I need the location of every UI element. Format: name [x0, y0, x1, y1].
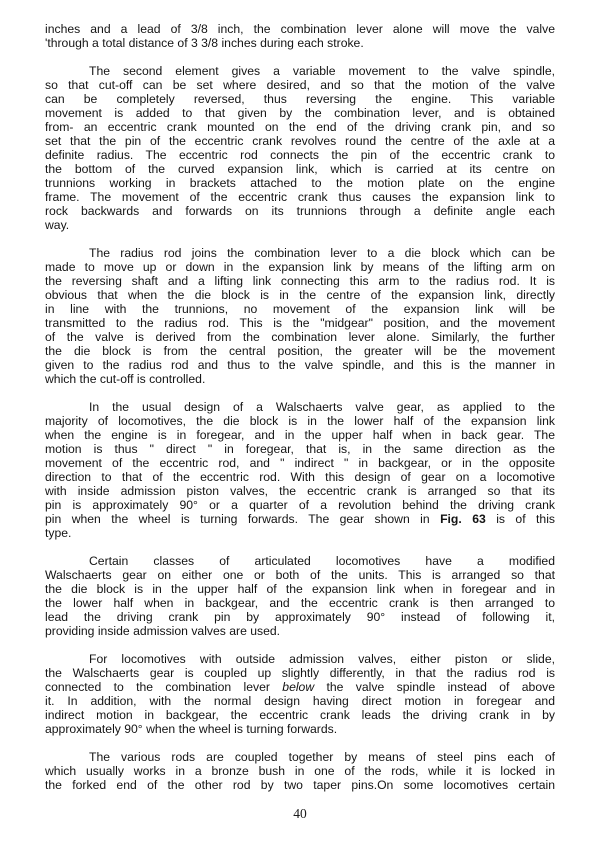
text-line: type. [45, 526, 72, 540]
text-line: pin is approximately 90° or a quarter of a revolution behind the driving crank [45, 498, 555, 512]
text-line: frame. The movement of the eccentric crank thus causes the expansion link to [45, 190, 555, 204]
text-line: indirect motion in backgear, the eccentric crank leads the driving crank in by [45, 708, 555, 722]
text-line: which the cut-off is controlled. [45, 372, 206, 386]
text-line: 'through a total distance of 3 3/8 inches during each stroke. [45, 36, 364, 50]
text-segment: pin when the wheel is turning forwards. The gear shown in [45, 512, 441, 526]
paragraph [45, 750, 555, 792]
text-line: providing inside admission valves are used. [45, 624, 281, 638]
italic-text: below [282, 680, 315, 694]
text-line: Walschaerts gear on either one or both of the units. This is arranged so that [45, 568, 555, 582]
text-line: Certain classes of articulated locomotives have a modified [89, 554, 555, 568]
text-line: the lower half when in backgear, and the eccentric crank is then arranged to [45, 596, 555, 610]
text-line: rock backwards and forwards on its trunnions through a definite angle each [45, 204, 555, 218]
text-line: from- an eccentric crank mounted on the end of the driving crank pin, and so [45, 120, 555, 134]
paragraph [45, 246, 555, 386]
text-line: the forked end of the other rod by two taper pins.On some locomotives certain [45, 778, 555, 792]
text-line: can be completely reversed, thus reversing the engine. This variable [45, 92, 555, 106]
text-line: way. [45, 218, 70, 232]
text-line [45, 680, 555, 694]
text-line: For locomotives with outside admission valves, either piston or slide, [89, 652, 555, 666]
paragraph [45, 554, 555, 638]
paragraph [45, 652, 555, 736]
bold-text: Fig. 63 [440, 512, 486, 526]
paragraph [45, 22, 555, 50]
text-line: The radius rod joins the combination lever to a die block which can be [89, 246, 555, 260]
text-line: The various rods are coupled together by means of steel pins each of [89, 750, 555, 764]
paragraph [45, 400, 555, 540]
page-number: 40 [293, 806, 307, 821]
text-line: it. In addition, with the normal design having direct motion in foregear and [45, 694, 555, 708]
text-line: majority of locomotives, the die block is in the lower half of the expansion link [45, 414, 555, 428]
text-line: the reversing shaft and a lifting link connecting this arm to the radius rod. It is [45, 274, 555, 288]
text-line: In the usual design of a Walschaerts valve gear, as applied to the [89, 400, 555, 414]
text-line: definite radius. The eccentric rod connects the pin of the eccentric crank to [45, 148, 555, 162]
text-line: made to move up or down in the expansion link by means of the lifting arm on [45, 260, 555, 274]
text-line: the die block is from the central position, the greater will be the movement [45, 344, 555, 358]
text-segment: is of this [485, 512, 555, 526]
text-line: with inside admission piston valves, the eccentric crank is arranged so that its [45, 484, 555, 498]
text-line: in line with the trunnions, no movement of the expansion link will be [45, 302, 555, 316]
text-segment: connected to the combination lever [45, 680, 283, 694]
text-line: obvious that when the die block is in the centre of the expansion link, directly [45, 288, 555, 302]
paragraph [45, 64, 555, 232]
text-line: trunnions working in brackets attached to the motion plate on the engine [45, 176, 555, 190]
text-line: which usually works in a bronze bush in one of the rods, while it is locked in [45, 764, 555, 778]
text-line: when the engine is in foregear, and in the upper half when in back gear. The [45, 428, 555, 442]
text-line: given to the radius rod and thus to the valve spindle, and this is the manner in [45, 358, 555, 372]
text-line: set that the pin of the eccentric crank revolves round the centre of the axle at a [45, 134, 555, 148]
text-line: the bottom of the curved expansion link, which is carried at its centre on [45, 162, 555, 176]
text-line: inches and a lead of 3/8 inch, the combination lever alone will move the valve [45, 22, 555, 36]
text-line: so that cut-off can be set where desired, and so that the motion of the valve [45, 78, 555, 92]
text-line: the die block is in the upper half of the expansion link when in foregear and in [45, 582, 555, 596]
text-line: The second element gives a variable movement to the valve spindle, [89, 64, 555, 78]
text-line: direction to that of the eccentric rod. With this design of gear on a locomotive [45, 470, 555, 484]
text-line: transmitted to the radius rod. This is the "midgear" position, and the movement [45, 316, 555, 330]
text-line: approximately 90° when the wheel is turning forwards. [45, 722, 338, 736]
text-line: motion is thus " direct " in foregear, that is, in the same direction as the [45, 442, 555, 456]
text-line: movement is added to that given by the combination lever, and is obtained [45, 106, 555, 120]
text-line: movement of the eccentric rod, and " indirect " in backgear, or in the opposite [45, 456, 555, 470]
text-line [45, 512, 555, 526]
text-segment: the valve spindle instead of above [314, 680, 555, 694]
text-line: the Walschaerts gear is coupled up slightly differently, in that the radius rod is [45, 666, 555, 680]
text-line: lead the driving crank pin by approximately 90° instead of following it, [45, 610, 555, 624]
text-line: of the valve is derived from the combination lever alone. Similarly, the further [45, 330, 555, 344]
